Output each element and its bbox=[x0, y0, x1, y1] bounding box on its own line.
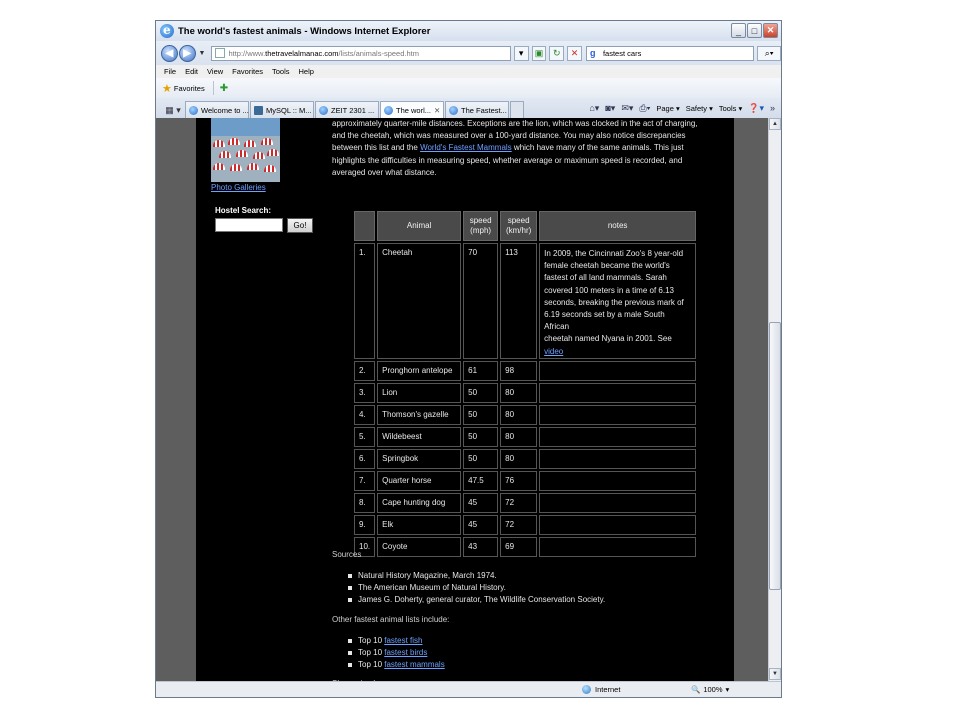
mph-cell: 50 bbox=[463, 405, 498, 425]
mysql-page-icon bbox=[254, 106, 263, 115]
table-row bbox=[354, 243, 696, 359]
favorites-bar bbox=[156, 78, 781, 98]
status-bar bbox=[156, 681, 781, 697]
rank-cell: 3. bbox=[354, 383, 375, 403]
notes-cell bbox=[539, 427, 696, 447]
forward-button[interactable]: ▶ bbox=[179, 45, 196, 62]
maximize-button[interactable]: □ bbox=[747, 23, 762, 38]
kmh-cell: 80 bbox=[500, 449, 537, 469]
mph-cell: 50 bbox=[463, 449, 498, 469]
rank-cell: 10. bbox=[354, 537, 375, 557]
kmh-cell: 72 bbox=[500, 515, 537, 535]
page-content bbox=[196, 118, 734, 681]
zone-label: Internet bbox=[595, 685, 621, 694]
animal-cell: Coyote bbox=[377, 537, 461, 557]
notes-cell bbox=[539, 471, 696, 491]
tab-label: ZEIT 2301 ... bbox=[331, 105, 375, 115]
notes-cell bbox=[539, 449, 696, 469]
table-row bbox=[354, 427, 696, 447]
menu-tools[interactable]: Tools bbox=[272, 67, 290, 76]
notes-header: notes bbox=[539, 211, 696, 241]
sources-heading: Sources bbox=[332, 550, 362, 559]
new-tab-button[interactable] bbox=[510, 101, 524, 118]
notes-cell bbox=[539, 493, 696, 513]
menu-favorites[interactable]: Favorites bbox=[232, 67, 263, 76]
animal-cell: Thomson's gazelle bbox=[377, 405, 461, 425]
mph-cell: 61 bbox=[463, 361, 498, 381]
umbrella-shape bbox=[247, 163, 259, 170]
source-item: The American Museum of Natural History. bbox=[348, 582, 605, 594]
beach-umbrellas-photo[interactable] bbox=[211, 118, 280, 182]
page-left-gutter bbox=[156, 118, 196, 681]
umbrella-shape bbox=[253, 152, 265, 159]
photo-galleries-link[interactable]: Photo Galleries bbox=[211, 183, 266, 192]
hostel-search-label: Hostel Search: bbox=[215, 206, 272, 215]
umbrella-shape bbox=[228, 138, 240, 145]
animal-cell: Elk bbox=[377, 515, 461, 535]
chevron-down-icon: ▾ bbox=[725, 685, 730, 694]
kmh-cell: 69 bbox=[500, 537, 537, 557]
search-value: fastest cars bbox=[602, 48, 642, 58]
menu-view[interactable]: View bbox=[207, 67, 224, 76]
table-row bbox=[354, 537, 696, 557]
fastest-birds-link[interactable]: fastest birds bbox=[384, 648, 428, 658]
page-icon bbox=[215, 48, 225, 58]
video-link[interactable]: video bbox=[544, 346, 564, 356]
list-item: Top 10 fastest birds bbox=[348, 647, 445, 659]
tab-label: The worl... bbox=[396, 105, 432, 115]
mail-icon[interactable]: ✉▾ bbox=[621, 102, 634, 113]
minimize-button[interactable]: _ bbox=[731, 23, 746, 38]
stop-icon[interactable]: ✕ bbox=[567, 46, 582, 61]
photo-sea bbox=[211, 118, 280, 136]
rank-cell: 9. bbox=[354, 515, 375, 535]
kmh-cell: 80 bbox=[500, 405, 537, 425]
print-icon[interactable]: ⎙▾ bbox=[639, 102, 651, 113]
umbrella-shape bbox=[230, 164, 242, 171]
zoom-level: 100% bbox=[703, 685, 723, 694]
back-button[interactable]: ◀ bbox=[161, 45, 178, 62]
scroll-down-button[interactable]: ▼ bbox=[769, 668, 781, 680]
mph-cell: 45 bbox=[463, 515, 498, 535]
animal-cell: Pronghorn antelope bbox=[377, 361, 461, 381]
favorites-separator bbox=[213, 81, 214, 95]
mph-header: speed (mph) bbox=[463, 211, 498, 241]
hostel-go-button[interactable]: Go! bbox=[287, 218, 313, 233]
tab-label: Welcome to ... bbox=[201, 105, 249, 115]
fastest-animals-table bbox=[352, 209, 698, 559]
tab-worlds-fastest-animals[interactable] bbox=[380, 101, 444, 118]
ie-logo-icon bbox=[160, 24, 174, 38]
umbrella-shape bbox=[261, 138, 273, 145]
animal-cell: Wildebeest bbox=[377, 427, 461, 447]
table-row bbox=[354, 515, 696, 535]
command-bar bbox=[589, 98, 781, 118]
fastest-mammals-link[interactable]: fastest mammals bbox=[384, 660, 445, 670]
url-path: /lists/animals-speed.htm bbox=[338, 48, 419, 58]
worlds-fastest-mammals-link[interactable]: World's Fastest Mammals bbox=[420, 143, 512, 153]
umbrella-shape bbox=[244, 140, 256, 147]
add-to-favorites-bar-icon[interactable]: ✚ bbox=[219, 82, 229, 94]
rank-cell: 1. bbox=[354, 243, 375, 359]
tab-mysql[interactable] bbox=[250, 101, 314, 118]
notes-cell bbox=[539, 383, 696, 403]
menu-file[interactable]: File bbox=[164, 67, 177, 76]
close-button[interactable]: ✕ bbox=[763, 23, 778, 38]
intro-line: approximately quarter-mile distances. Exceptions are the lion, which was clocked in the act of charging, bbox=[332, 119, 698, 128]
table-row bbox=[354, 493, 696, 513]
kmh-cell: 98 bbox=[500, 361, 537, 381]
address-bar[interactable] bbox=[211, 46, 510, 61]
scroll-thumb[interactable] bbox=[769, 322, 781, 590]
kmh-header: speed (km/hr) bbox=[500, 211, 537, 241]
quick-tabs-icon[interactable]: ▦ ▾ bbox=[165, 104, 181, 115]
intro-line: between this list and the World's Fastest Mammals which have many of the same animals. This just bbox=[332, 143, 684, 153]
address-dropdown-icon[interactable]: ▾ bbox=[514, 46, 529, 61]
tab-zeit[interactable] bbox=[315, 101, 379, 118]
search-button[interactable]: ⌕▾ bbox=[757, 46, 781, 61]
security-zone[interactable] bbox=[582, 685, 620, 694]
umbrella-shape bbox=[213, 140, 225, 147]
mph-cell: 70 bbox=[463, 243, 498, 359]
home-icon[interactable]: ⌂▾ bbox=[589, 102, 600, 113]
mph-cell: 45 bbox=[463, 493, 498, 513]
ie-page-icon bbox=[189, 106, 198, 115]
notes-cell bbox=[539, 405, 696, 425]
kmh-cell: 76 bbox=[500, 471, 537, 491]
table-row bbox=[354, 449, 696, 469]
menu-help[interactable]: Help bbox=[298, 67, 314, 76]
notes-cell: In 2009, the Cincinnati Zoo's 8 year-old female cheetah became the world's fastest of all land mammals. Sarah covered 100 meters in a time of 6.13 seconds, breaking the previous mark of 6.19 seconds set by a male South African cheetah named Nyana in 2001. See video bbox=[539, 243, 696, 359]
umbrella-shape bbox=[264, 165, 276, 172]
address-row bbox=[156, 41, 781, 65]
google-search-icon: g bbox=[589, 48, 596, 58]
umbrella-shape bbox=[219, 151, 231, 158]
tab-bar bbox=[156, 98, 781, 118]
list-item: Top 10 fastest mammals bbox=[348, 659, 445, 671]
kmh-cell: 80 bbox=[500, 383, 537, 403]
tools-menu[interactable]: Tools ▾ bbox=[718, 103, 743, 113]
animal-cell: Lion bbox=[377, 383, 461, 403]
animal-cell: Quarter horse bbox=[377, 471, 461, 491]
rank-header bbox=[354, 211, 375, 241]
rank-cell: 2. bbox=[354, 361, 375, 381]
scroll-up-button[interactable]: ▲ bbox=[769, 118, 781, 130]
intro-line: highlights the difficulties in measuring speed, whether average or maximum speed is recorded, and bbox=[332, 155, 683, 165]
other-lists-heading: Other fastest animal lists include: bbox=[332, 615, 450, 624]
zoom-control[interactable] bbox=[691, 685, 729, 694]
favorites-button[interactable]: Favorites bbox=[173, 83, 205, 93]
tab-welcome[interactable] bbox=[185, 101, 249, 118]
menu-bar bbox=[156, 65, 781, 78]
title-bar[interactable] bbox=[156, 21, 781, 41]
tab-label: MySQL :: M... bbox=[266, 105, 312, 115]
page-menu[interactable]: Page ▾ bbox=[656, 103, 680, 113]
window-title: The world's fastest animals - Windows Internet Explorer bbox=[178, 25, 431, 37]
tab-label: The Fastest... bbox=[461, 105, 507, 115]
page-viewport bbox=[156, 118, 768, 681]
intro-line: averaged over what distance. bbox=[332, 167, 437, 177]
kmh-cell: 80 bbox=[500, 427, 537, 447]
url-domain: thetravelalmanac.com bbox=[265, 48, 339, 58]
favorites-star-icon[interactable]: ★ bbox=[162, 82, 172, 95]
table-row bbox=[354, 471, 696, 491]
other-lists bbox=[348, 635, 445, 672]
animal-cell: Springbok bbox=[377, 449, 461, 469]
tab-the-fastest[interactable] bbox=[445, 101, 509, 118]
rank-cell: 5. bbox=[354, 427, 375, 447]
url-prefix: http://www. bbox=[228, 48, 266, 58]
more-commands-icon[interactable]: » bbox=[769, 103, 775, 113]
umbrella-shape bbox=[267, 149, 279, 156]
safety-menu[interactable]: Safety ▾ bbox=[685, 103, 713, 113]
list-item: Top 10 fastest fish bbox=[348, 635, 445, 647]
umbrella-shape bbox=[213, 163, 225, 170]
notes-cell bbox=[539, 537, 696, 557]
compatibility-icon[interactable]: ▣ bbox=[532, 46, 547, 61]
source-item: Natural History Magazine, March 1974. bbox=[348, 570, 605, 582]
mph-cell: 47.5 bbox=[463, 471, 498, 491]
animal-header: Animal bbox=[377, 211, 461, 241]
sources-list bbox=[348, 570, 605, 607]
ie-page-icon bbox=[319, 106, 328, 115]
refresh-icon[interactable]: ↻ bbox=[549, 46, 564, 61]
menu-edit[interactable]: Edit bbox=[185, 67, 199, 76]
ie-page-icon bbox=[449, 106, 458, 115]
animal-cell: Cape hunting dog bbox=[377, 493, 461, 513]
source-item: James G. Doherty, general curator, The Wildlife Conservation Society. bbox=[348, 594, 605, 606]
recent-pages-dropdown[interactable]: ▼ bbox=[198, 49, 206, 57]
animal-cell: Cheetah bbox=[377, 243, 461, 359]
mph-cell: 43 bbox=[463, 537, 498, 557]
ie-page-icon bbox=[384, 106, 393, 115]
browser-window bbox=[155, 20, 782, 698]
fastest-fish-link[interactable]: fastest fish bbox=[384, 636, 423, 645]
notes-cell bbox=[539, 361, 696, 381]
feeds-icon[interactable]: ◙▾ bbox=[605, 102, 616, 113]
table-row bbox=[354, 405, 696, 425]
mph-cell: 50 bbox=[463, 383, 498, 403]
mph-cell: 50 bbox=[463, 427, 498, 447]
page-right-gutter bbox=[734, 118, 768, 681]
tab-close-icon[interactable]: ✕ bbox=[434, 105, 441, 115]
vertical-scrollbar[interactable] bbox=[768, 118, 781, 681]
notes-cell bbox=[539, 515, 696, 535]
window-controls bbox=[731, 23, 778, 38]
rank-cell: 7. bbox=[354, 471, 375, 491]
intro-line: and the cheetah, which was measured over a 100-yard distance. You may also notice discrepancies bbox=[332, 131, 686, 141]
rank-cell: 8. bbox=[354, 493, 375, 513]
table-row bbox=[354, 361, 696, 381]
table-header-row bbox=[354, 211, 696, 241]
kmh-cell: 72 bbox=[500, 493, 537, 513]
help-icon[interactable]: ❓▾ bbox=[748, 102, 764, 113]
table-row bbox=[354, 383, 696, 403]
intro-paragraph bbox=[332, 118, 704, 179]
hostel-search-input[interactable] bbox=[215, 218, 283, 232]
umbrella-shape bbox=[236, 150, 248, 157]
globe-icon bbox=[582, 685, 591, 694]
kmh-cell: 113 bbox=[500, 243, 537, 359]
rank-cell: 4. bbox=[354, 405, 375, 425]
zoom-icon: 🔍 bbox=[691, 685, 701, 694]
search-input[interactable] bbox=[586, 46, 754, 61]
rank-cell: 6. bbox=[354, 449, 375, 469]
